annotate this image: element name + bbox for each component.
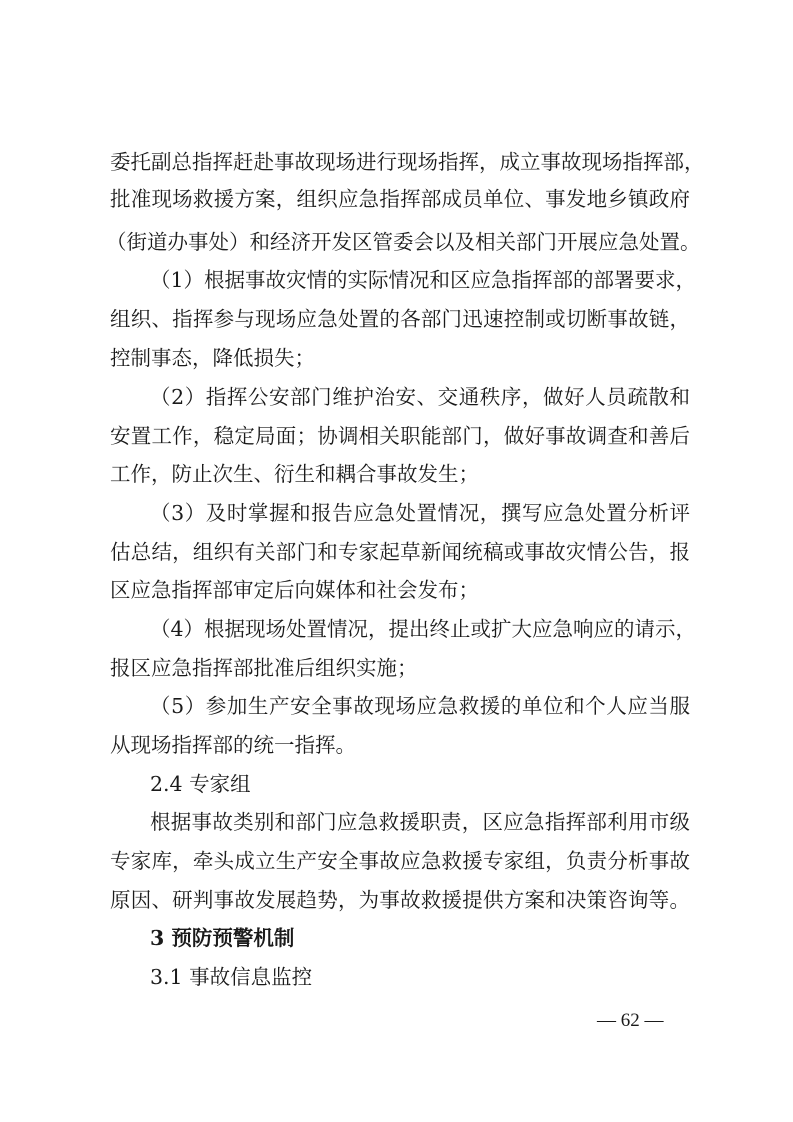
text-line: （5）参加生产安全事故现场应急救援的单位和个人应当服 <box>150 694 690 718</box>
section-heading-3: 3 预防预警机制 <box>150 926 295 950</box>
text-line: （2）指挥公安部门维护治安、交通秩序，做好人员疏散和 <box>150 385 690 409</box>
text-line: 专家库，牵头成立生产安全事故应急救援专家组，负责分析事故 <box>110 849 690 873</box>
text-line: 工作，防止次生、衍生和耦合事故发生； <box>110 462 479 486</box>
section-heading-3-1: 3.1 事故信息监控 <box>150 965 313 989</box>
text-line: （3）及时掌握和报告应急处置情况，撰写应急处置分析评 <box>150 501 690 525</box>
text-line: （街道办事处）和经济开发区管委会以及相关部门开展应急处置。 <box>106 230 701 254</box>
text-line: 原因、研判事故发展趋势，为事故救援提供方案和决策咨询等。 <box>110 888 690 912</box>
text-line: 批准现场救援方案，组织应急指挥部成员单位、事发地乡镇政府 <box>110 187 690 211</box>
text-line: 从现场指挥部的统一指挥。 <box>110 733 356 757</box>
text-line: 控制事态，降低损失； <box>110 346 315 370</box>
text-line: 区应急指挥部审定后向媒体和社会发布； <box>110 578 479 602</box>
text-line: 根据事故类别和部门应急救援职责，区应急指挥部利用市级 <box>150 810 690 834</box>
section-heading-2-4: 2.4 专家组 <box>150 772 251 796</box>
text-line: 报区应急指挥部批准后组织实施； <box>110 656 418 680</box>
text-line: 安置工作，稳定局面；协调相关职能部门，做好事故调查和善后 <box>110 424 690 448</box>
text-line: 估总结，组织有关部门和专家起草新闻统稿或事故灾情公告，报 <box>110 540 690 564</box>
text-line: 委托副总指挥赶赴事故现场进行现场指挥，成立事故现场指挥部， <box>110 150 705 174</box>
text-line: （1）根据事故灾情的实际情况和区应急指挥部的部署要求， <box>150 268 697 292</box>
text-line: （4）根据现场处置情况，提出终止或扩大应急响应的请示， <box>150 617 697 641</box>
page-number: — 62 — <box>597 1010 664 1031</box>
text-line: 组织、指挥参与现场应急处置的各部门迅速控制或切断事故链， <box>110 307 690 331</box>
